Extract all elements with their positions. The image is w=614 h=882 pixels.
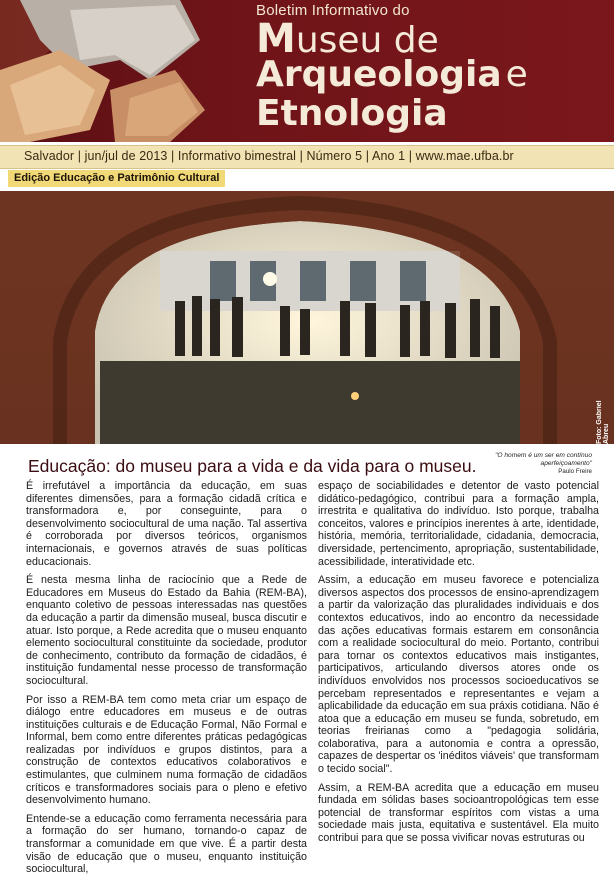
epigraph-text: "O homem é um ser em contínuo aperfeiçoamento"	[495, 452, 592, 468]
epigraph-quote	[482, 452, 592, 476]
paragraph: É irrefutável a importância da educação, em suas diferentes dimensões, para a formação cidadã crítica e transformadora e, por conseguinte, para o desenvolvimento sociocultural de uma nação. Tal assertiva é corroborada por diversos teóricos, organismos internacionais, e governos através de suas políticas educacionais.	[26, 480, 307, 568]
title-line-1	[256, 16, 439, 62]
article-column-left	[26, 480, 307, 882]
edition-label: Edição Educação e Patrimônio Cultural	[8, 170, 225, 187]
photo-illustration	[0, 191, 614, 444]
epigraph-author: Paulo Freire	[558, 468, 592, 476]
info-bar-text: Salvador | jun/jul de 2013 | Informativo bimestral | Número 5 | Ano 1 | www.mae.ufba.br	[24, 149, 514, 163]
ceramic-fragments-logo	[0, 0, 250, 142]
museum-event-photo	[0, 191, 614, 444]
title-initial: M	[256, 16, 296, 62]
paragraph: Assim, a educação em museu favorece e potencializa diversos aspectos dos processos de ensino-aprendizagem a partir da valorização das pluralidades individuais e dos contextos educativos, indo ao encontro da necessidade das ações educativas formais estarem em consonância com a realidade sociocultural do meio. Portanto, contribui para tornar os contextos educativos mais instigantes, participativos, articulando diversos atores onde os indivíduos envolvidos nos processos socioeducativos se percebam representados e representantes e vejam a aplicabilidade da educação em sua práxis cotidiana. Não é atoa que a educação em museu se funda, sobretudo, em teorias freirianas como a "pedagogia solidária, colaborativa, para a autonomia e contra a opressão, capazes de despertar os 'inéditos viáveis' que transformam o tecido social".	[318, 574, 599, 776]
article-column-right	[318, 480, 599, 851]
paragraph: Por isso a REM-BA tem como meta criar um espaço de diálogo entre educadores em museus e de outras instituições culturais e de Educação Formal, Não Formal e Informal, bem como entre diferentes práticas pedagógicas realizadas por indivíduos e grupos distintos, para a construção de contextos educativos colaborativos e estimulantes, que culminem numa formação de cidadãos críticos e transformadores sociais para o pleno e efetivo desenvolvimento humano.	[26, 693, 307, 807]
info-bar	[0, 145, 614, 169]
title-line-2-text: Arqueologia	[256, 54, 502, 95]
bulletin-subtitle: Boletim Informativo do	[256, 2, 410, 19]
paragraph: É nesta mesma linha de raciocínio que a Rede de Educadores em Museus do Estado da Bahia (REM-BA), enquanto coletivo de pessoas interessadas nas questões da educação a partir da dimensão museal, busca discutir e atuar. Isto porque, a Rede acredita que o museu enquanto elemento sociocultural constituinte da sociedade, produtor de conhecimento, contributo da formação de cidadãos, é instituição fundamental nesse processo de transformação sociocultural.	[26, 574, 307, 687]
paragraph: espaço de sociabilidades e detentor de vasto potencial didático-pedagógico, contribui para a formação ampla, irrestrita e qualitativa do indivíduo. Isto porque, trabalha conceitos, valores e princípios inerentes à arte, identidade, história, memória, territorialidade, cidadania, democracia, diversidade, pertencimento, apropriação, sustentabilidade, acessibilidade, interatividade etc.	[318, 480, 599, 568]
article-headline: Educação: do museu para a vida e da vida para o museu.	[28, 456, 477, 476]
title-line-2	[256, 54, 528, 95]
paragraph: Assim, a REM-BA acredita que a educação em museu fundada em sólidas bases socioantropológicas tem esse potencial de transformar espíritos com vistas a uma sociedade mais justa, equitativa e sustentável. Ela muito contribui para que se possa vivificar novas estruturas ou	[318, 781, 599, 845]
title-line-1-text: useu de	[295, 20, 439, 61]
paragraph: Entende-se a educação como ferramenta necessária para a formação do ser humano, tornando-o capaz de transformar a comunidade em que vive. É a partir desta visão de educação que o museu, enquanto instituição sociocultural,	[26, 812, 307, 876]
masthead	[0, 0, 614, 142]
title-conjunction: e	[505, 54, 528, 95]
title-line-3: Etnologia	[256, 93, 448, 134]
photo-credit: Foto: Gabriel Abreu	[596, 400, 610, 444]
